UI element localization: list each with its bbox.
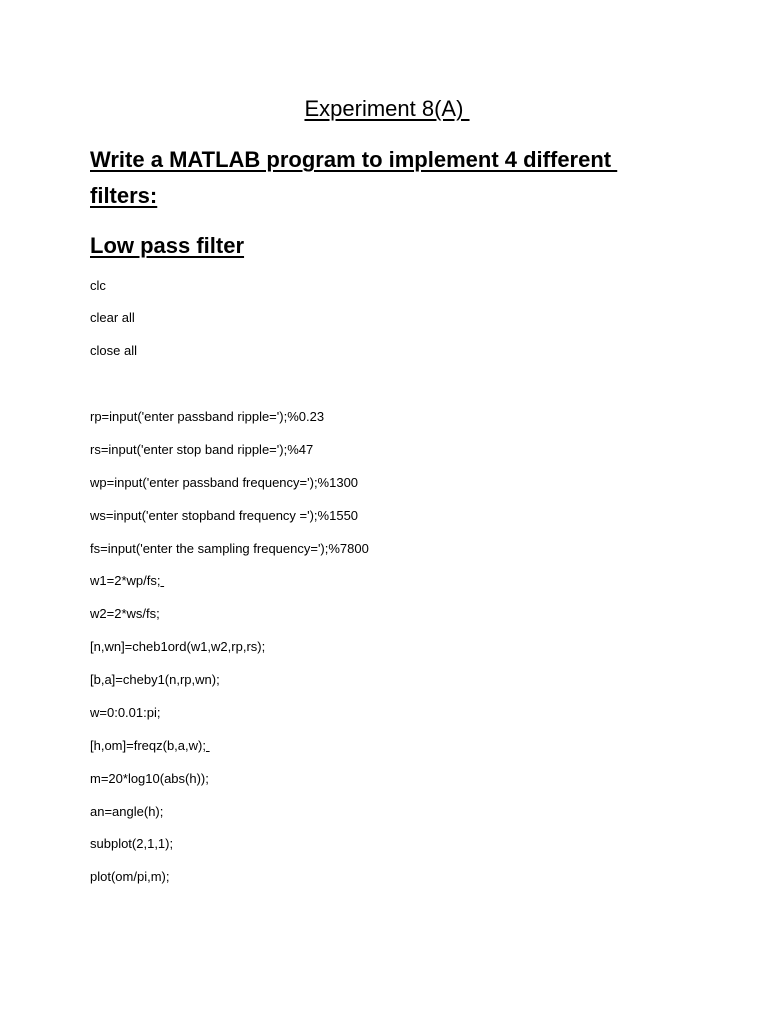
code-line: rp=input('enter passband ripple=');%0.23: [90, 409, 325, 424]
trailing-underline-mark: [160, 573, 164, 588]
code-line: w=0:0.01:pi;: [90, 705, 161, 720]
trailing-underline-mark: [206, 738, 210, 753]
section-heading: Low pass filter: [90, 233, 245, 258]
code-line: [90, 737, 210, 755]
task-heading-line-2: filters:: [90, 183, 158, 208]
code-line: close all: [90, 343, 137, 358]
code-line-text: w1=2*wp/fs;: [90, 573, 161, 588]
code-line: subplot(2,1,1);: [90, 836, 174, 851]
code-line: [b,a]=cheby1(n,rp,wn);: [90, 672, 220, 687]
document-title: Experiment 8(A): [304, 96, 470, 121]
code-line: w2=2*ws/fs;: [90, 606, 160, 621]
code-line: clc: [90, 278, 106, 293]
code-line: fs=input('enter the sampling frequency=');%7800: [90, 541, 369, 556]
code-line: wp=input('enter passband frequency=');%1300: [90, 475, 359, 490]
task-heading-line-1: Write a MATLAB program to implement 4 different: [90, 147, 618, 172]
code-line: rs=input('enter stop band ripple=');%47: [90, 442, 314, 457]
code-line-text: [h,om]=freqz(b,a,w);: [90, 738, 206, 753]
code-line: [90, 572, 164, 590]
code-line: [n,wn]=cheb1ord(w1,w2,rp,rs);: [90, 639, 266, 654]
code-line: an=angle(h);: [90, 804, 164, 819]
code-line: ws=input('enter stopband frequency =');%1550: [90, 508, 359, 523]
code-line: m=20*log10(abs(h));: [90, 771, 209, 786]
code-line: plot(om/pi,m);: [90, 869, 170, 884]
code-line: clear all: [90, 310, 135, 325]
